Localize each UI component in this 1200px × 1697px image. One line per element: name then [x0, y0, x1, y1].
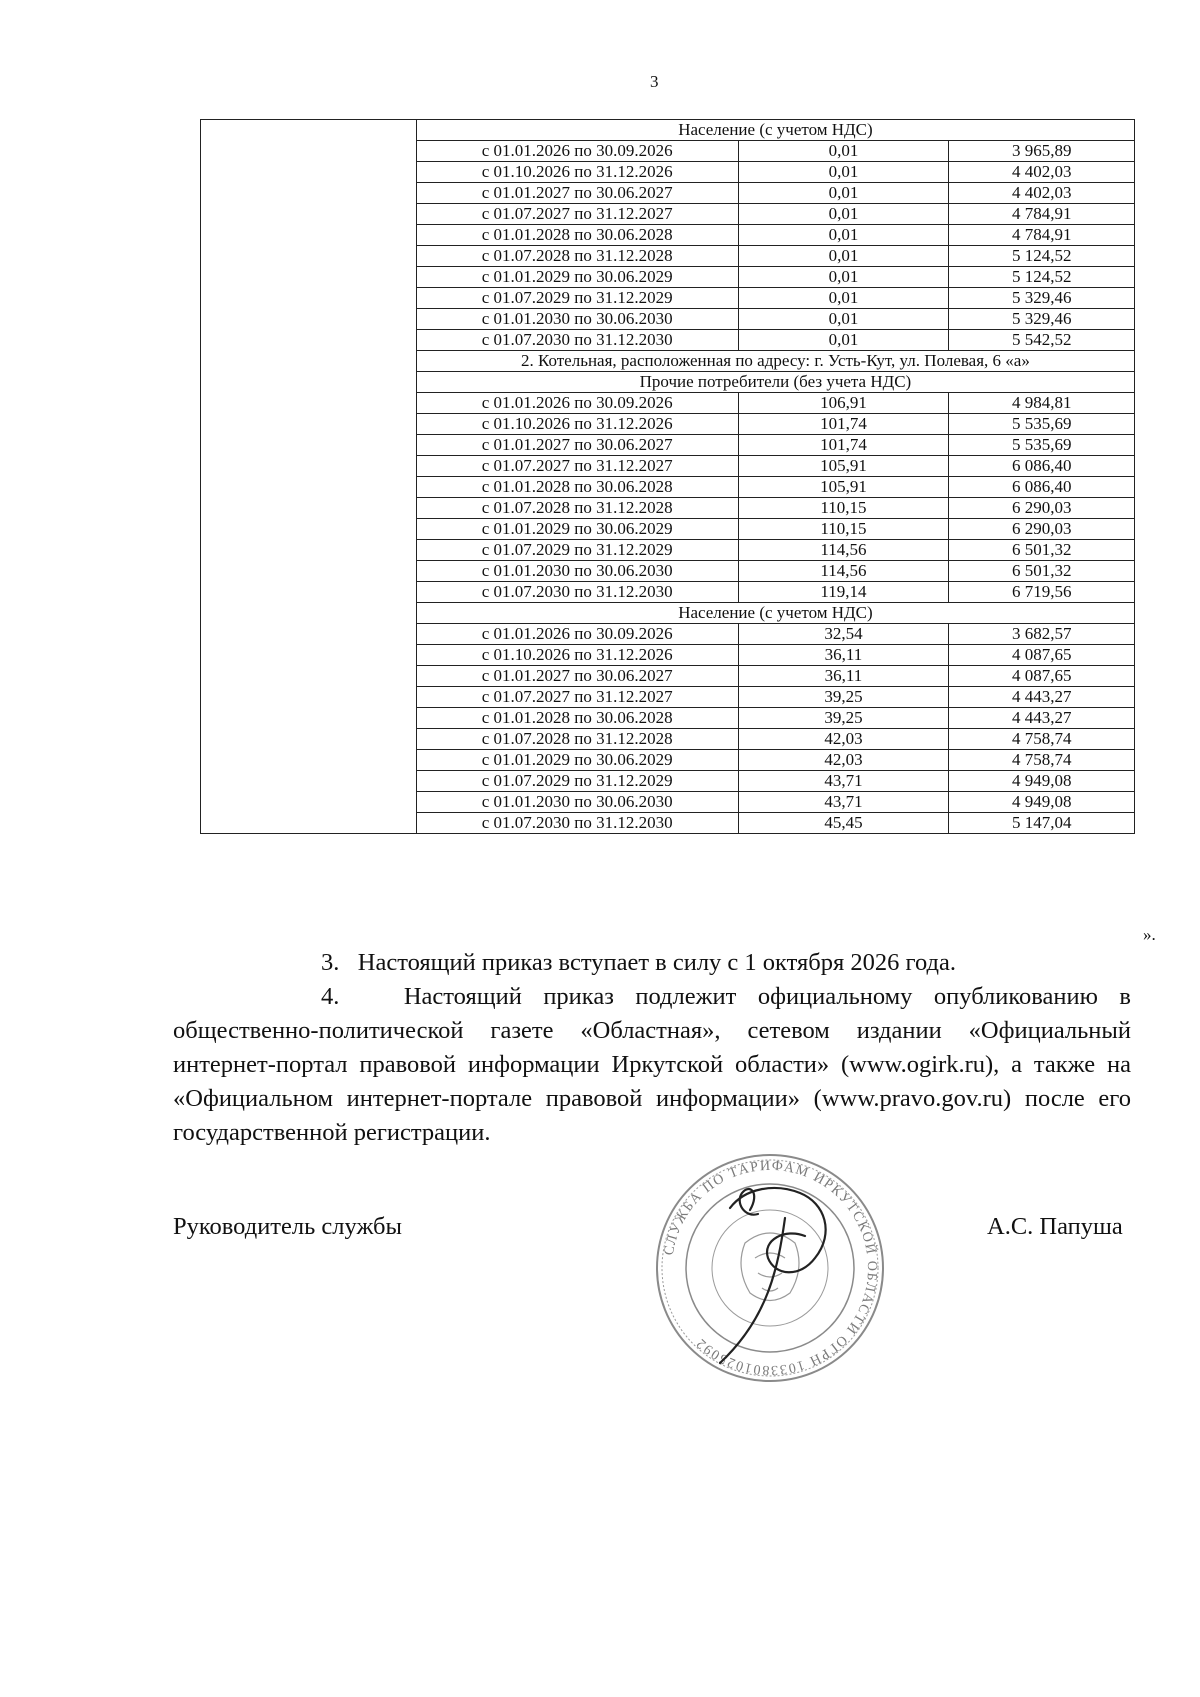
- official-seal: [650, 1148, 890, 1388]
- rate-cell: 39,25: [738, 687, 949, 708]
- rate-cell: 4 984,81: [949, 393, 1135, 414]
- section-heading-row: [201, 120, 1135, 141]
- blank-left-column: [201, 120, 417, 834]
- period-cell: с 01.07.2027 по 31.12.2027: [416, 687, 738, 708]
- period-cell: с 01.07.2028 по 31.12.2028: [416, 498, 738, 519]
- paragraph-4-number: 4.: [321, 983, 340, 1010]
- rate-cell: 0,01: [738, 141, 949, 162]
- rate-cell: 5 124,52: [949, 246, 1135, 267]
- period-cell: с 01.01.2030 по 30.06.2030: [416, 309, 738, 330]
- period-cell: с 01.01.2029 по 30.06.2029: [416, 519, 738, 540]
- period-cell: с 01.07.2028 по 31.12.2028: [416, 246, 738, 267]
- rate-cell: 0,01: [738, 183, 949, 204]
- rate-cell: 6 086,40: [949, 456, 1135, 477]
- rate-cell: 110,15: [738, 498, 949, 519]
- period-cell: с 01.07.2028 по 31.12.2028: [416, 729, 738, 750]
- rate-cell: 6 719,56: [949, 582, 1135, 603]
- rate-cell: 39,25: [738, 708, 949, 729]
- page-number: 3: [650, 72, 659, 91]
- rate-cell: 5 329,46: [949, 309, 1135, 330]
- rate-cell: 3 965,89: [949, 141, 1135, 162]
- rate-cell: 4 784,91: [949, 204, 1135, 225]
- rate-cell: 4 402,03: [949, 162, 1135, 183]
- period-cell: с 01.01.2027 по 30.06.2027: [416, 666, 738, 687]
- rate-cell: 110,15: [738, 519, 949, 540]
- paragraph-4-text: Настоящий приказ подлежит официальному опубликованию в общественно-политической газете «Областная», сетевом издании «Официальный интернет-портал правовой информации Иркутской области» (www.ogirk.ru), а также на «Официальном интернет-портале правовой информации» (www.pravo.gov.ru) после его государственной регистрации.: [173, 983, 1132, 1146]
- rate-cell: 4 758,74: [949, 750, 1135, 771]
- rate-cell: 6 501,32: [949, 561, 1135, 582]
- rate-cell: 4 443,27: [949, 687, 1135, 708]
- tariff-table: [200, 119, 1135, 834]
- rate-cell: 43,71: [738, 792, 949, 813]
- section-heading: Население (с учетом НДС): [416, 603, 1134, 624]
- rate-cell: 5 124,52: [949, 267, 1135, 288]
- period-cell: с 01.07.2029 по 31.12.2029: [416, 771, 738, 792]
- seal-text: СЛУЖБА ПО ТАРИФАМ ИРКУТСКОЙ ОБЛАСТИ ОГРН 1033801025092: [661, 1158, 880, 1378]
- period-cell: с 01.01.2028 по 30.06.2028: [416, 477, 738, 498]
- rate-cell: 3 682,57: [949, 624, 1135, 645]
- period-cell: с 01.01.2030 по 30.06.2030: [416, 792, 738, 813]
- rate-cell: 45,45: [738, 813, 949, 834]
- rate-cell: 0,01: [738, 225, 949, 246]
- rate-cell: 5 329,46: [949, 288, 1135, 309]
- period-cell: с 01.07.2029 по 31.12.2029: [416, 288, 738, 309]
- rate-cell: 4 949,08: [949, 771, 1135, 792]
- period-cell: с 01.07.2030 по 31.12.2030: [416, 582, 738, 603]
- rate-cell: 119,14: [738, 582, 949, 603]
- paragraph-3: [173, 946, 1131, 980]
- paragraph-4: [173, 980, 1131, 1150]
- rate-cell: 6 290,03: [949, 498, 1135, 519]
- rate-cell: 101,74: [738, 435, 949, 456]
- period-cell: с 01.10.2026 по 31.12.2026: [416, 645, 738, 666]
- rate-cell: 0,01: [738, 204, 949, 225]
- rate-cell: 4 949,08: [949, 792, 1135, 813]
- rate-cell: 0,01: [738, 288, 949, 309]
- rate-cell: 105,91: [738, 477, 949, 498]
- rate-cell: 106,91: [738, 393, 949, 414]
- rate-cell: 6 086,40: [949, 477, 1135, 498]
- rate-cell: 4 443,27: [949, 708, 1135, 729]
- signer-name: А.С. Папуша: [987, 1213, 1123, 1240]
- signer-title: Руководитель службы: [173, 1213, 402, 1240]
- rate-cell: 42,03: [738, 750, 949, 771]
- rate-cell: 4 758,74: [949, 729, 1135, 750]
- section-heading: Население (с учетом НДС): [416, 120, 1134, 141]
- period-cell: с 01.07.2027 по 31.12.2027: [416, 204, 738, 225]
- rate-cell: 114,56: [738, 540, 949, 561]
- period-cell: с 01.01.2028 по 30.06.2028: [416, 225, 738, 246]
- rate-cell: 36,11: [738, 645, 949, 666]
- period-cell: с 01.10.2026 по 31.12.2026: [416, 414, 738, 435]
- rate-cell: 6 290,03: [949, 519, 1135, 540]
- period-cell: с 01.07.2029 по 31.12.2029: [416, 540, 738, 561]
- period-cell: с 01.01.2026 по 30.09.2026: [416, 141, 738, 162]
- rate-cell: 4 087,65: [949, 666, 1135, 687]
- rate-cell: 105,91: [738, 456, 949, 477]
- rate-cell: 5 535,69: [949, 414, 1135, 435]
- rate-cell: 101,74: [738, 414, 949, 435]
- period-cell: с 01.01.2029 по 30.06.2029: [416, 267, 738, 288]
- rate-cell: 0,01: [738, 162, 949, 183]
- period-cell: с 01.01.2030 по 30.06.2030: [416, 561, 738, 582]
- rate-cell: 5 147,04: [949, 813, 1135, 834]
- rate-cell: 4 784,91: [949, 225, 1135, 246]
- period-cell: с 01.07.2030 по 31.12.2030: [416, 813, 738, 834]
- rate-cell: 42,03: [738, 729, 949, 750]
- rate-cell: 0,01: [738, 246, 949, 267]
- rate-cell: 43,71: [738, 771, 949, 792]
- closing-quote: ».: [1143, 925, 1156, 944]
- section-heading: Прочие потребители (без учета НДС): [416, 372, 1134, 393]
- paragraph-3-text: Настоящий приказ вступает в силу с 1 октября 2026 года.: [357, 949, 956, 976]
- svg-text:СЛУЖБА ПО ТАРИФАМ ИРКУТСКОЙ ОБ: [662, 1159, 880, 1377]
- rate-cell: 0,01: [738, 330, 949, 351]
- section-heading: 2. Котельная, расположенная по адресу: г. Усть-Кут, ул. Полевая, 6 «а»: [416, 351, 1134, 372]
- period-cell: с 01.07.2030 по 31.12.2030: [416, 330, 738, 351]
- rate-cell: 4 402,03: [949, 183, 1135, 204]
- rate-cell: 114,56: [738, 561, 949, 582]
- rate-cell: 5 535,69: [949, 435, 1135, 456]
- period-cell: с 01.10.2026 по 31.12.2026: [416, 162, 738, 183]
- rate-cell: 32,54: [738, 624, 949, 645]
- period-cell: с 01.01.2029 по 30.06.2029: [416, 750, 738, 771]
- period-cell: с 01.01.2026 по 30.09.2026: [416, 624, 738, 645]
- rate-cell: 0,01: [738, 267, 949, 288]
- period-cell: с 01.01.2027 по 30.06.2027: [416, 435, 738, 456]
- period-cell: с 01.07.2027 по 31.12.2027: [416, 456, 738, 477]
- rate-cell: 6 501,32: [949, 540, 1135, 561]
- rate-cell: 5 542,52: [949, 330, 1135, 351]
- period-cell: с 01.01.2026 по 30.09.2026: [416, 393, 738, 414]
- period-cell: с 01.01.2027 по 30.06.2027: [416, 183, 738, 204]
- paragraph-3-number: 3.: [321, 949, 340, 976]
- rate-cell: 4 087,65: [949, 645, 1135, 666]
- rate-cell: 36,11: [738, 666, 949, 687]
- rate-cell: 0,01: [738, 309, 949, 330]
- period-cell: с 01.01.2028 по 30.06.2028: [416, 708, 738, 729]
